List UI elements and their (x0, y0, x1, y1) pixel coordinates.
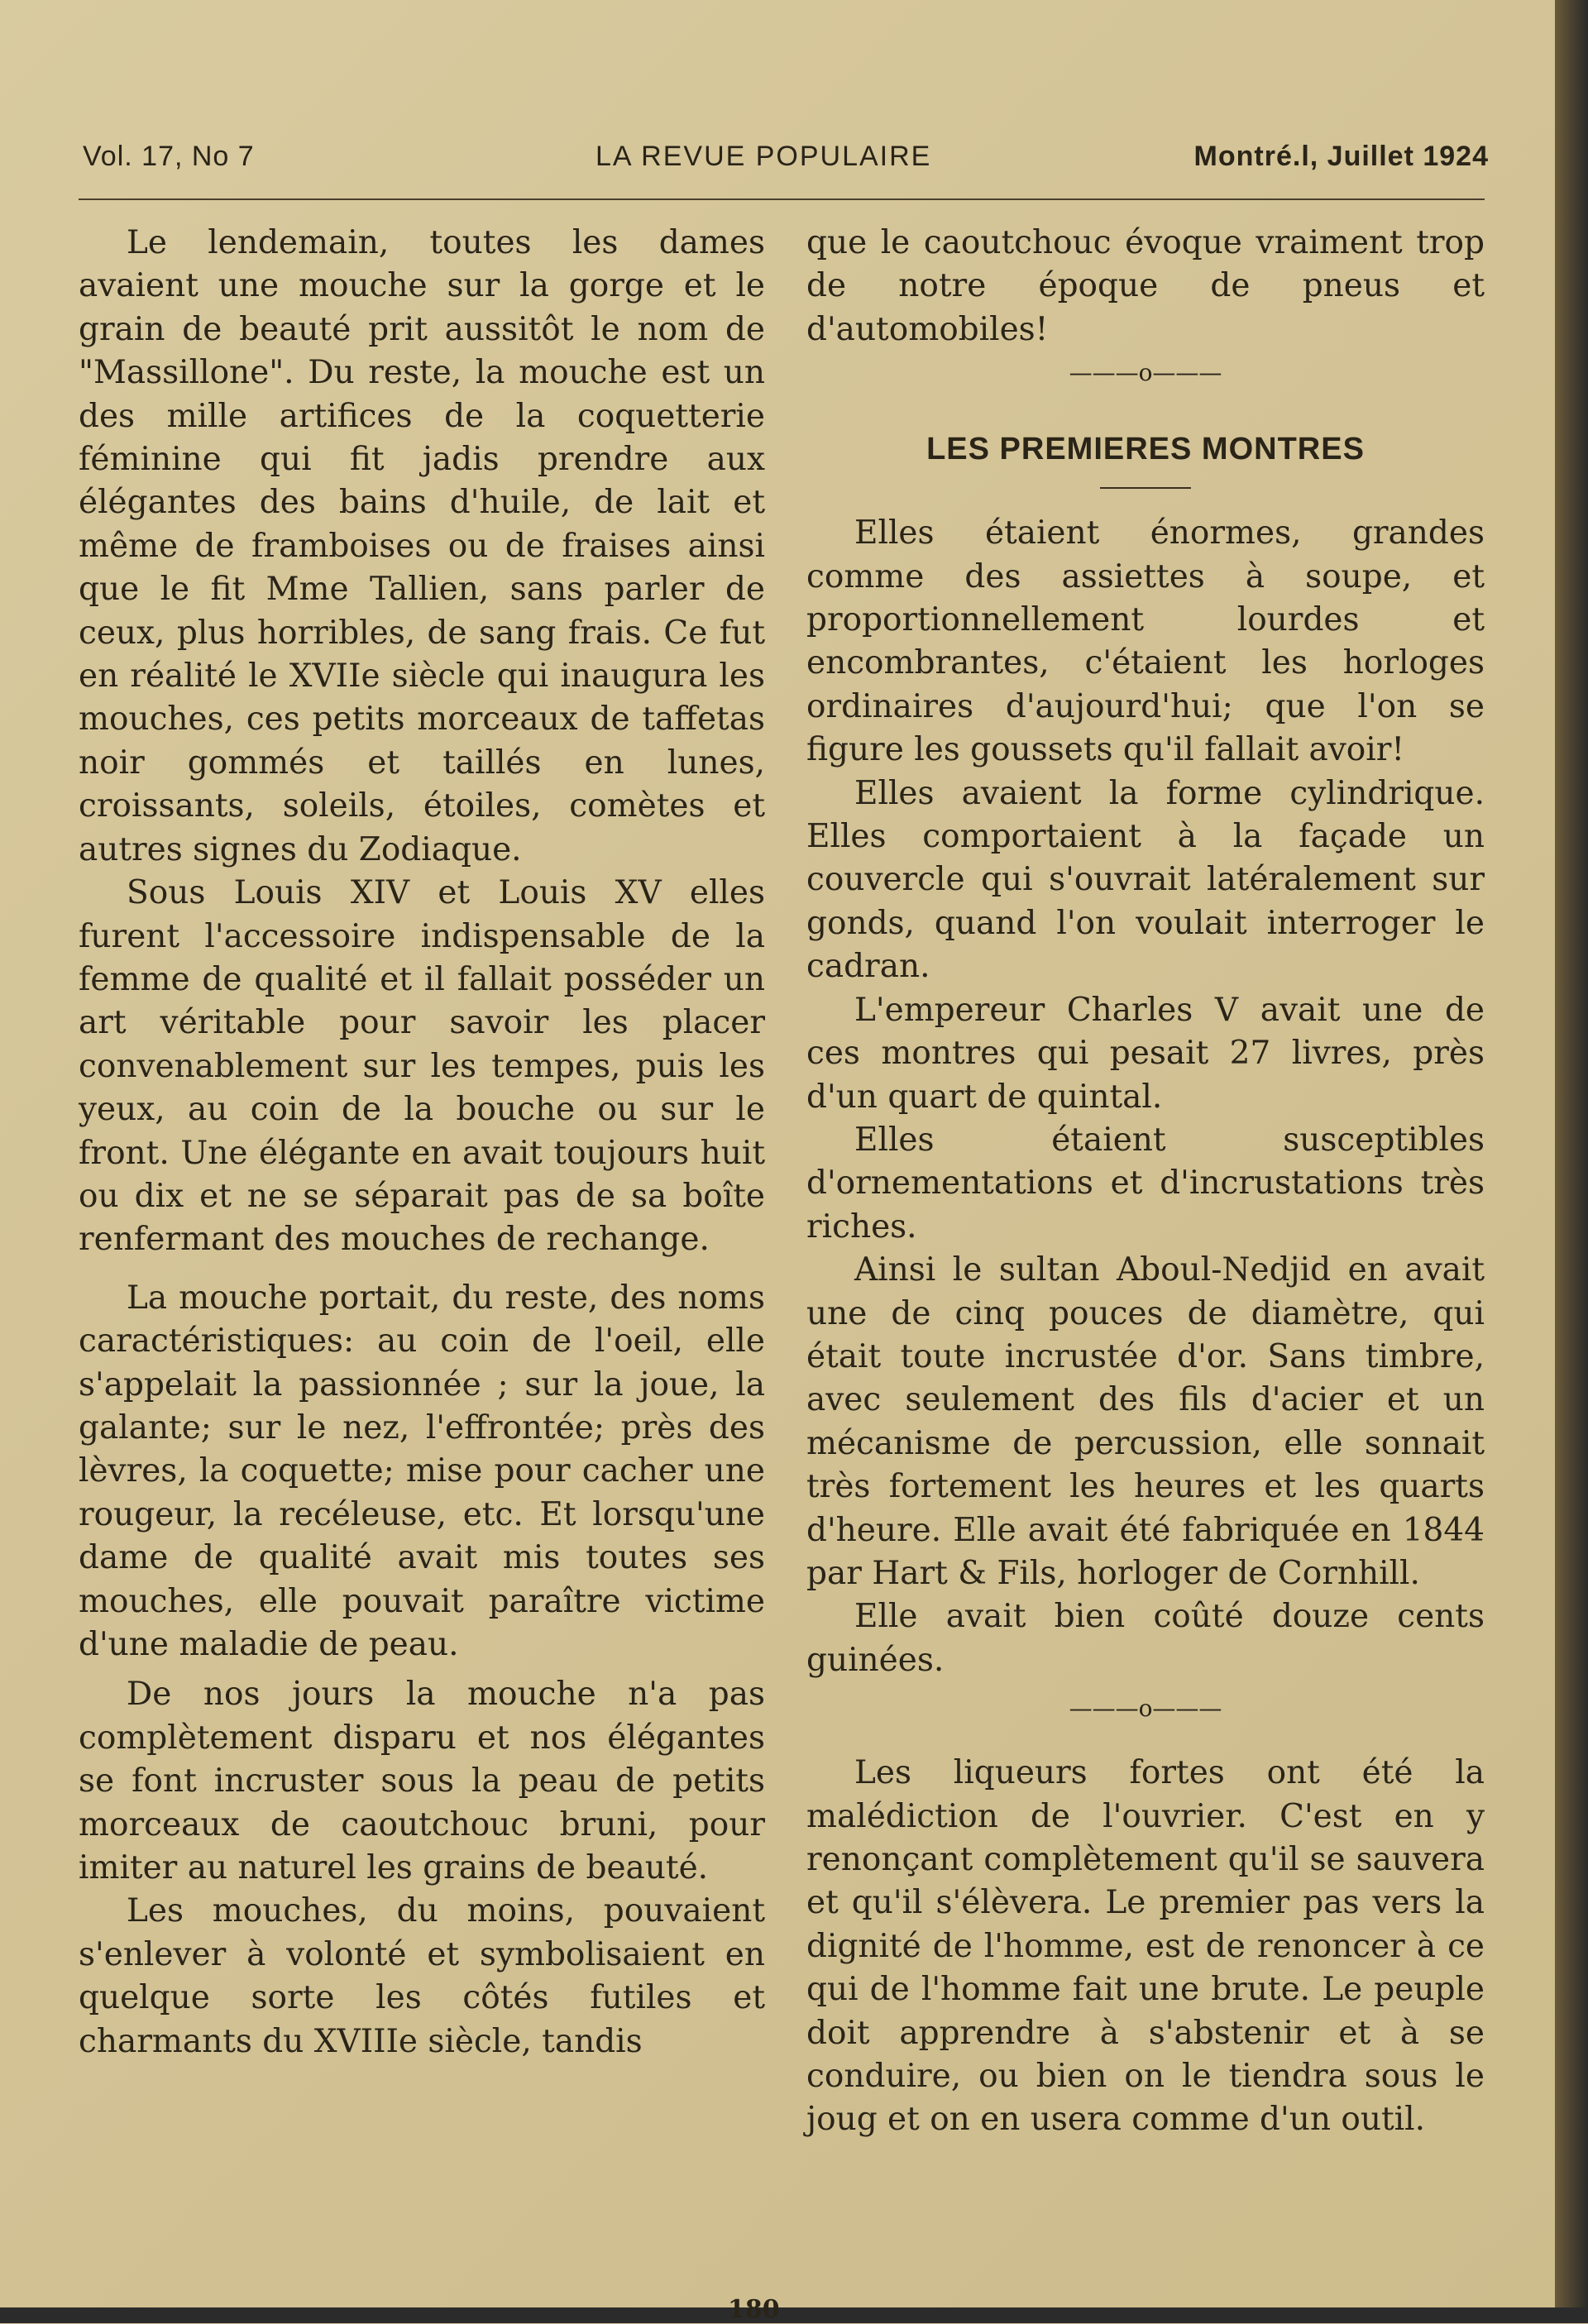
paragraph: L'empereur Charles V avait une de ces montres qui pesait 27 livres, près d'un quart de quintal. (806, 991, 1485, 1116)
issue-date: Montré.l, Juillet 1924 (1193, 141, 1489, 172)
paragraph: Sous Louis XIV et Louis XV elles furent l'accessoire indispensable de la femme de qualité et il fallait posséder un art véritable pour savoir les placer convenablement sur les tempes, puis les yeux, au coin de la bouche ou sur le front. Une élégante en avait toujours huit ou dix et ne se séparait pas de sa boîte renfermant des mouches de rechange. (79, 874, 765, 1259)
paragraph: Elles avaient la forme cylindrique. Elles comportaient à la façade un couvercle qui s'ouvrait latéralement sur gonds, quand l'on voulait interroger le cadran. (806, 774, 1485, 986)
left-column (79, 222, 765, 2063)
paragraph: Le lendemain, toutes les dames avaient une mouche sur la gorge et le grain de beauté prit aussitôt le nom de "Massillone". Du reste, la mouche est un des mille artifices de la coquetterie féminine qui fit jadis prendre aux élégantes des bains d'huile, de lait et même de framboises ou de fraises ainsi que le fit Mme Tallien, sans parler de ceux, plus horribles, de sang frais. Ce fut en réalité le XVIIe siècle qui inaugura les mouches, ces petits morceaux de taffetas noir gommés et taillés en lunes, croissants, soleils, étoiles, comètes et autres signes du Zodiaque. (79, 224, 765, 868)
paragraph: Les liqueurs fortes ont été la malédiction de l'ouvrier. C'est en y renonçant complètement qu'il se sauvera et qu'il s'élèvera. Le premier pas vers la dignité de l'homme, est de renoncer à ce qui de l'homme fait une brute. Le peuple doit apprendre à s'abstenir et à se conduire, ou bien on le tiendra sous le joug et on en usera comme d'un outil. (806, 1754, 1485, 2139)
paragraph: De nos jours la mouche n'a pas complètement disparu et nos élégantes se font incruster sous la peau de petits morceaux de caoutchouc bruni, pour imiter au naturel les grains de beauté. (79, 1676, 765, 1887)
running-header (83, 141, 1489, 182)
paragraph: Elles étaient susceptibles d'ornementations et d'incrustations très riches. (806, 1121, 1485, 1246)
paragraph: Elle avait bien coûté douze cents guinées. (806, 1598, 1485, 1679)
right-column (806, 222, 1485, 2142)
title-rule (1100, 487, 1191, 489)
paragraph: que le caoutchouc évoque vraiment trop de notre époque de pneus et d'automobiles! (806, 224, 1485, 348)
article-title: LES PREMIERES MONTRES (926, 432, 1365, 467)
header-rule (79, 198, 1485, 200)
page-edge-shadow (1555, 0, 1588, 2323)
paragraph: Ainsi le sultan Aboul-Nedjid en avait une de cinq pouces de diamètre, qui était toute incrustée d'or. Sans timbre, avec seulement des fils d'acier et un mécanisme de percussion, elle sonnait très fortement les heures et les quarts d'heure. Elle avait été fabriquée en 1844 par Hart & Fils, horloger de Cornhill. (806, 1251, 1485, 1592)
publication-title: LA REVUE POPULAIRE (596, 141, 932, 172)
paragraph: Elles étaient énormes, grandes comme des assiettes à soupe, et proportionnellement lourdes et encombrantes, c'étaient les horloges ordinaires d'aujourd'hui; que l'on se figure les goussets qu'il fallait avoir! (806, 514, 1485, 769)
section-divider: ———o——— (1069, 1695, 1222, 1723)
paragraph: Les mouches, du moins, pouvaient s'enlever à volonté et symbolisaient en quelque sorte les côtés futiles et charmants du XVIIIe siècle, tandis (79, 1892, 765, 2060)
section-divider: ———o——— (1069, 359, 1222, 387)
volume-number: Vol. 17, No 7 (83, 141, 255, 172)
paragraph: La mouche portait, du reste, des noms caractéristiques: au coin de l'oeil, elle s'appelait la passionnée ; sur la joue, la galante; sur le nez, l'effrontée; près des lèvres, la coquette; mise pour cacher une rougeur, la recéleuse, etc. Et lorsqu'une dame de qualité avait mis toutes ses mouches, elle pouvait paraître victime d'une maladie de peau. (79, 1279, 765, 1663)
page-number: 180 (728, 2295, 780, 2324)
page-bottom-edge (0, 2307, 1588, 2323)
